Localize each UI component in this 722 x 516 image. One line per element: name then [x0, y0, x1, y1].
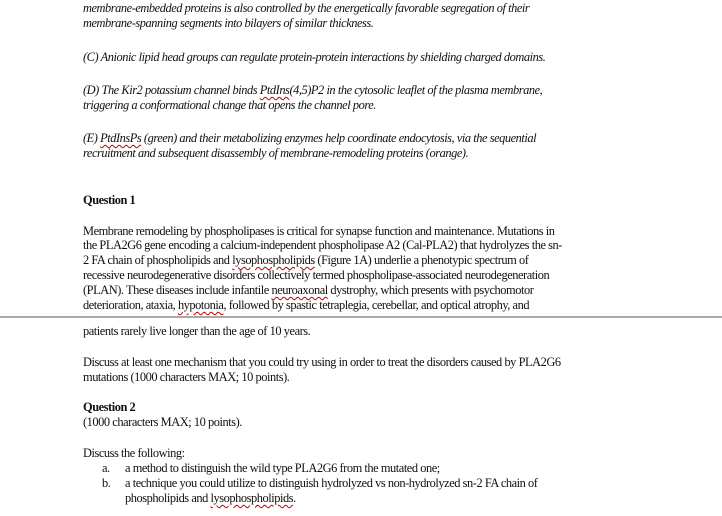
answer-d-line-2: triggering a conformational change that opens the channel pore.	[83, 98, 376, 112]
spellcheck-word[interactable]: lysophospholipids	[210, 491, 294, 505]
answer-c: (C) Anionic lipid head groups can regulate protein-protein interactions by shielding charged domains.	[83, 50, 546, 64]
spellcheck-word[interactable]: lysophospholipids	[232, 253, 315, 267]
q1-text: deterioration, ataxia,	[83, 298, 178, 312]
question-1-line-6	[83, 298, 643, 313]
answer-d-text: (4,5)P2 in the cytosolic leaflet of the plasma membrane,	[289, 83, 543, 97]
list-item-text: phospholipids and	[125, 491, 211, 505]
list-marker: a.	[102, 461, 110, 475]
q1-text: , followed by spastic tetraplegia, cerebellar, and optical atrophy, and	[223, 298, 530, 312]
list-item-b-line-2	[125, 491, 296, 506]
answer-d-line-1	[83, 83, 643, 98]
answer-e-line-2: recruitment and subsequent disassembly of membrane-remodeling proteins (orange).	[83, 146, 469, 160]
question-1-line-2: the PLA2G6 gene encoding a calcium-independent phospholipase A2 (Cal-PLA2) that hydrolyzes the sn-	[83, 238, 562, 252]
answer-d-text: (D) The Kir2 potassium channel binds	[83, 83, 260, 97]
answer-e-line-1	[83, 131, 643, 146]
list-marker: b.	[102, 476, 111, 490]
spellcheck-word[interactable]: neuroaxonal	[271, 283, 328, 297]
document-page-2	[0, 318, 722, 516]
q1-text: (PLAN). These diseases include infantile	[83, 283, 272, 297]
spellcheck-word[interactable]: hypotonia	[177, 298, 224, 312]
question-1-continuation: patients rarely live longer than the age of 10 years.	[83, 324, 311, 338]
spellcheck-word[interactable]: PtdInsPs	[100, 131, 142, 145]
answer-e-text: (E)	[83, 131, 101, 145]
q1-text: dystrophy, which presents with psychomotor	[327, 283, 534, 297]
spellcheck-word[interactable]: PtdIns	[259, 83, 290, 97]
answer-b-line-2: membrane-spanning segments into bilayers of similar thickness.	[83, 16, 374, 30]
list-item-text: .	[293, 491, 296, 505]
question-1-task-line-2: mutations (1000 characters MAX; 10 points).	[83, 370, 290, 384]
question-2-heading: Question 2	[83, 400, 136, 414]
question-1-line-4: recessive neurodegenerative disorders collectively termed phospholipase-associated neurodegeneration	[83, 268, 550, 282]
question-1-line-5	[83, 283, 643, 298]
q1-text: (Figure 1A) underlie a phenotypic spectrum of	[314, 253, 529, 267]
question-1-line-1: Membrane remodeling by phospholipases is critical for synapse function and maintenance. Mutations in	[83, 224, 555, 238]
list-item-b-line-1: a technique you could utilize to distinguish hydrolyzed vs non-hydrolyzed sn-2 FA chain of	[125, 476, 538, 490]
q1-text: 2 FA chain of phospholipids and	[83, 253, 233, 267]
discuss-intro: Discuss the following:	[83, 446, 185, 460]
list-item-a: a method to distinguish the wild type PLA2G6 from the mutated one;	[125, 461, 440, 475]
question-1-line-3	[83, 253, 643, 268]
answer-b-line-1: membrane-embedded proteins is also controlled by the energetically favorable segregation of their	[83, 1, 530, 15]
question-1-task-line-1: Discuss at least one mechanism that you could try using in order to treat the disorders caused by PLA2G6	[83, 355, 561, 369]
answer-e-text: (green) and their metabolizing enzymes help coordinate endocytosis, via the sequential	[141, 131, 537, 145]
question-1-heading: Question 1	[83, 193, 136, 207]
question-2-limit: (1000 characters MAX; 10 points).	[83, 415, 242, 429]
